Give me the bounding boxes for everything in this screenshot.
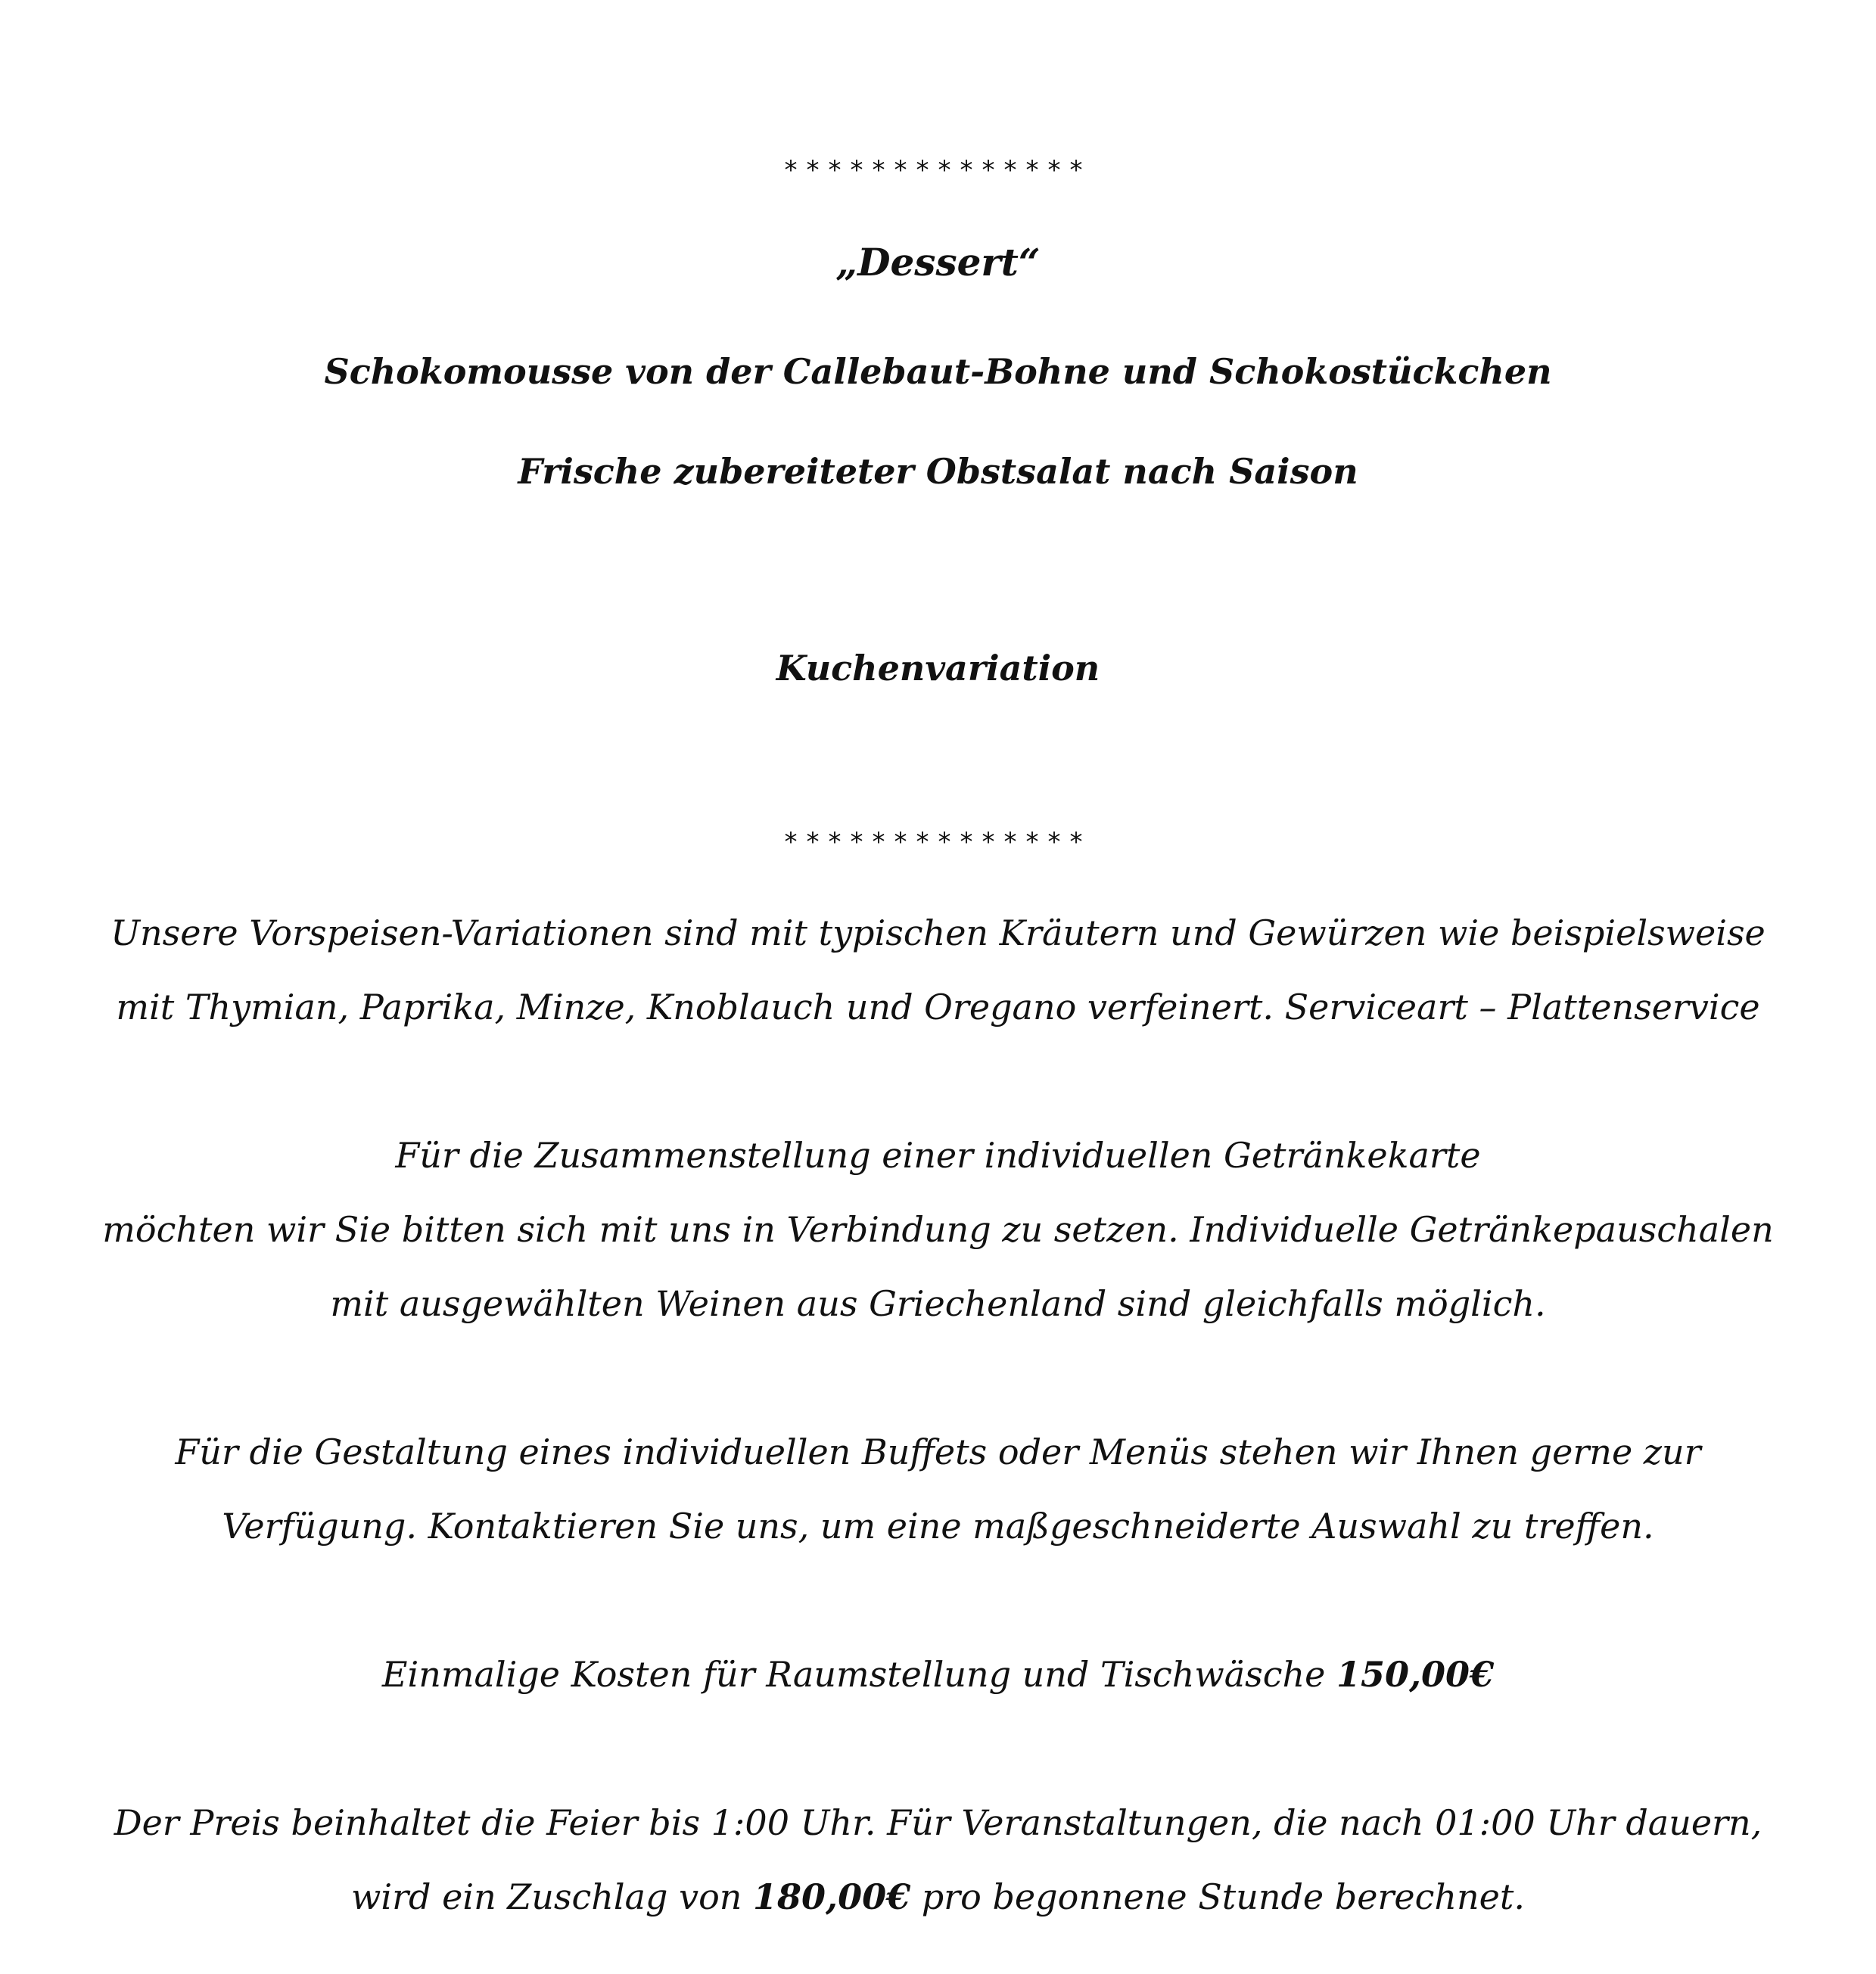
- starters-note-line-2: mit Thymian, Paprika, Minze, Knoblauch und Oregano verfeinert. Serviceart – Plattenservice: [116, 987, 1760, 1027]
- starters-note-line-1: Unsere Vorspeisen-Variationen sind mit typischen Kräutern und Gewürzen wie beispielsweise: [110, 912, 1766, 953]
- time-note-line-1: Der Preis beinhaltet die Feier bis 1:00 Uhr. Für Veranstaltungen, die nach 01:00 Uhr dauern,: [114, 1802, 1762, 1843]
- dessert-item-cake: Kuchenvariation: [776, 648, 1100, 689]
- room-cost-price: 150,00€: [1336, 1654, 1495, 1695]
- dessert-item-chocolate-mousse: Schokomousse von der Callebaut-Bohne und Schokostückchen: [324, 351, 1552, 392]
- separator-top: **************: [784, 155, 1092, 185]
- buffet-note-line-1: Für die Gestaltung eines individuellen Buffets oder Menüs stehen wir Ihnen gerne zur: [175, 1432, 1701, 1472]
- time-note-after: pro begonnene Stunde berechnet.: [921, 1876, 1525, 1917]
- drinks-note-line-3: mit ausgewählten Weinen aus Griechenland sind gleichfalls möglich.: [330, 1283, 1546, 1324]
- dessert-title: „Dessert“: [835, 240, 1041, 284]
- room-cost-note: [0, 1654, 1876, 1695]
- buffet-note-line-2: Verfügung. Kontaktieren Sie uns, um eine maßgeschneiderte Auswahl zu treffen.: [222, 1506, 1654, 1547]
- time-note-before: wird ein Zuschlag von: [350, 1876, 742, 1917]
- time-note-line-2: [0, 1876, 1876, 1917]
- drinks-note-line-1: Für die Zusammenstellung einer individuellen Getränkekarte: [395, 1135, 1481, 1176]
- room-cost-text: Einmalige Kosten für Raumstellung und Tischwäsche: [381, 1654, 1326, 1695]
- dessert-item-fruit-salad: Frische zubereiteter Obstsalat nach Saison: [518, 451, 1358, 492]
- time-surcharge-price: 180,00€: [753, 1876, 911, 1917]
- drinks-note-line-2: möchten wir Sie bitten sich mit uns in Verbindung zu setzen. Individuelle Getränkepauschalen: [102, 1209, 1774, 1250]
- separator-bottom: **************: [784, 827, 1092, 857]
